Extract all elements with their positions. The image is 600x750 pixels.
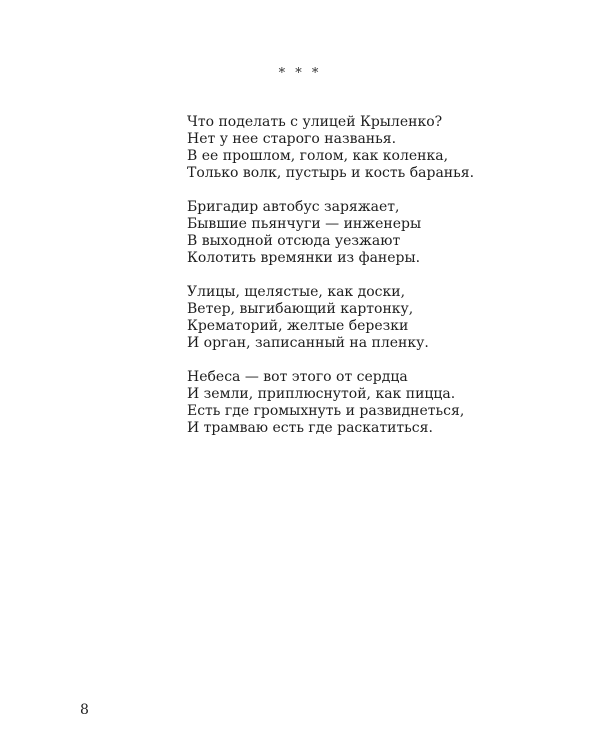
poem-line: Улицы, щелястые, как доски,: [187, 284, 406, 300]
poem-line: В ее прошлом, голом, как коленка,: [187, 148, 449, 164]
poem-line: Небеса — вот этого от сердца: [187, 369, 408, 385]
poem-line: Колотить времянки из фанеры.: [187, 250, 421, 266]
poem-line: В выходной отсюда уезжают: [187, 233, 401, 249]
section-separator: * * *: [278, 66, 322, 81]
poem-line: Бывшие пьянчуги — инженеры: [187, 216, 422, 232]
poem-line: И трамваю есть где раскатиться.: [187, 420, 433, 436]
stanza-3: [187, 284, 567, 352]
poem-line: Крематорий, желтые березки: [187, 318, 409, 334]
poem-line: Нет у нее старого названья.: [187, 131, 397, 147]
poem-line: Что поделать с улицей Крыленко?: [187, 114, 443, 130]
poem-line: Бригадир автобус заряжает,: [187, 199, 400, 215]
stanza-4: [187, 369, 567, 437]
poem-line: Есть где громыхнуть и развиднеться,: [187, 403, 465, 419]
page-number: 8: [80, 702, 89, 718]
stanza-2: [187, 199, 567, 267]
poem-line: Только волк, пустырь и кость баранья.: [187, 165, 475, 181]
poem-line: Ветер, выгибающий картонку,: [187, 301, 414, 317]
poem-line: И орган, записанный на пленку.: [187, 335, 429, 351]
poem-line: И земли, приплюснутой, как пицца.: [187, 386, 456, 402]
poem: [187, 114, 567, 454]
stanza-1: [187, 114, 567, 182]
